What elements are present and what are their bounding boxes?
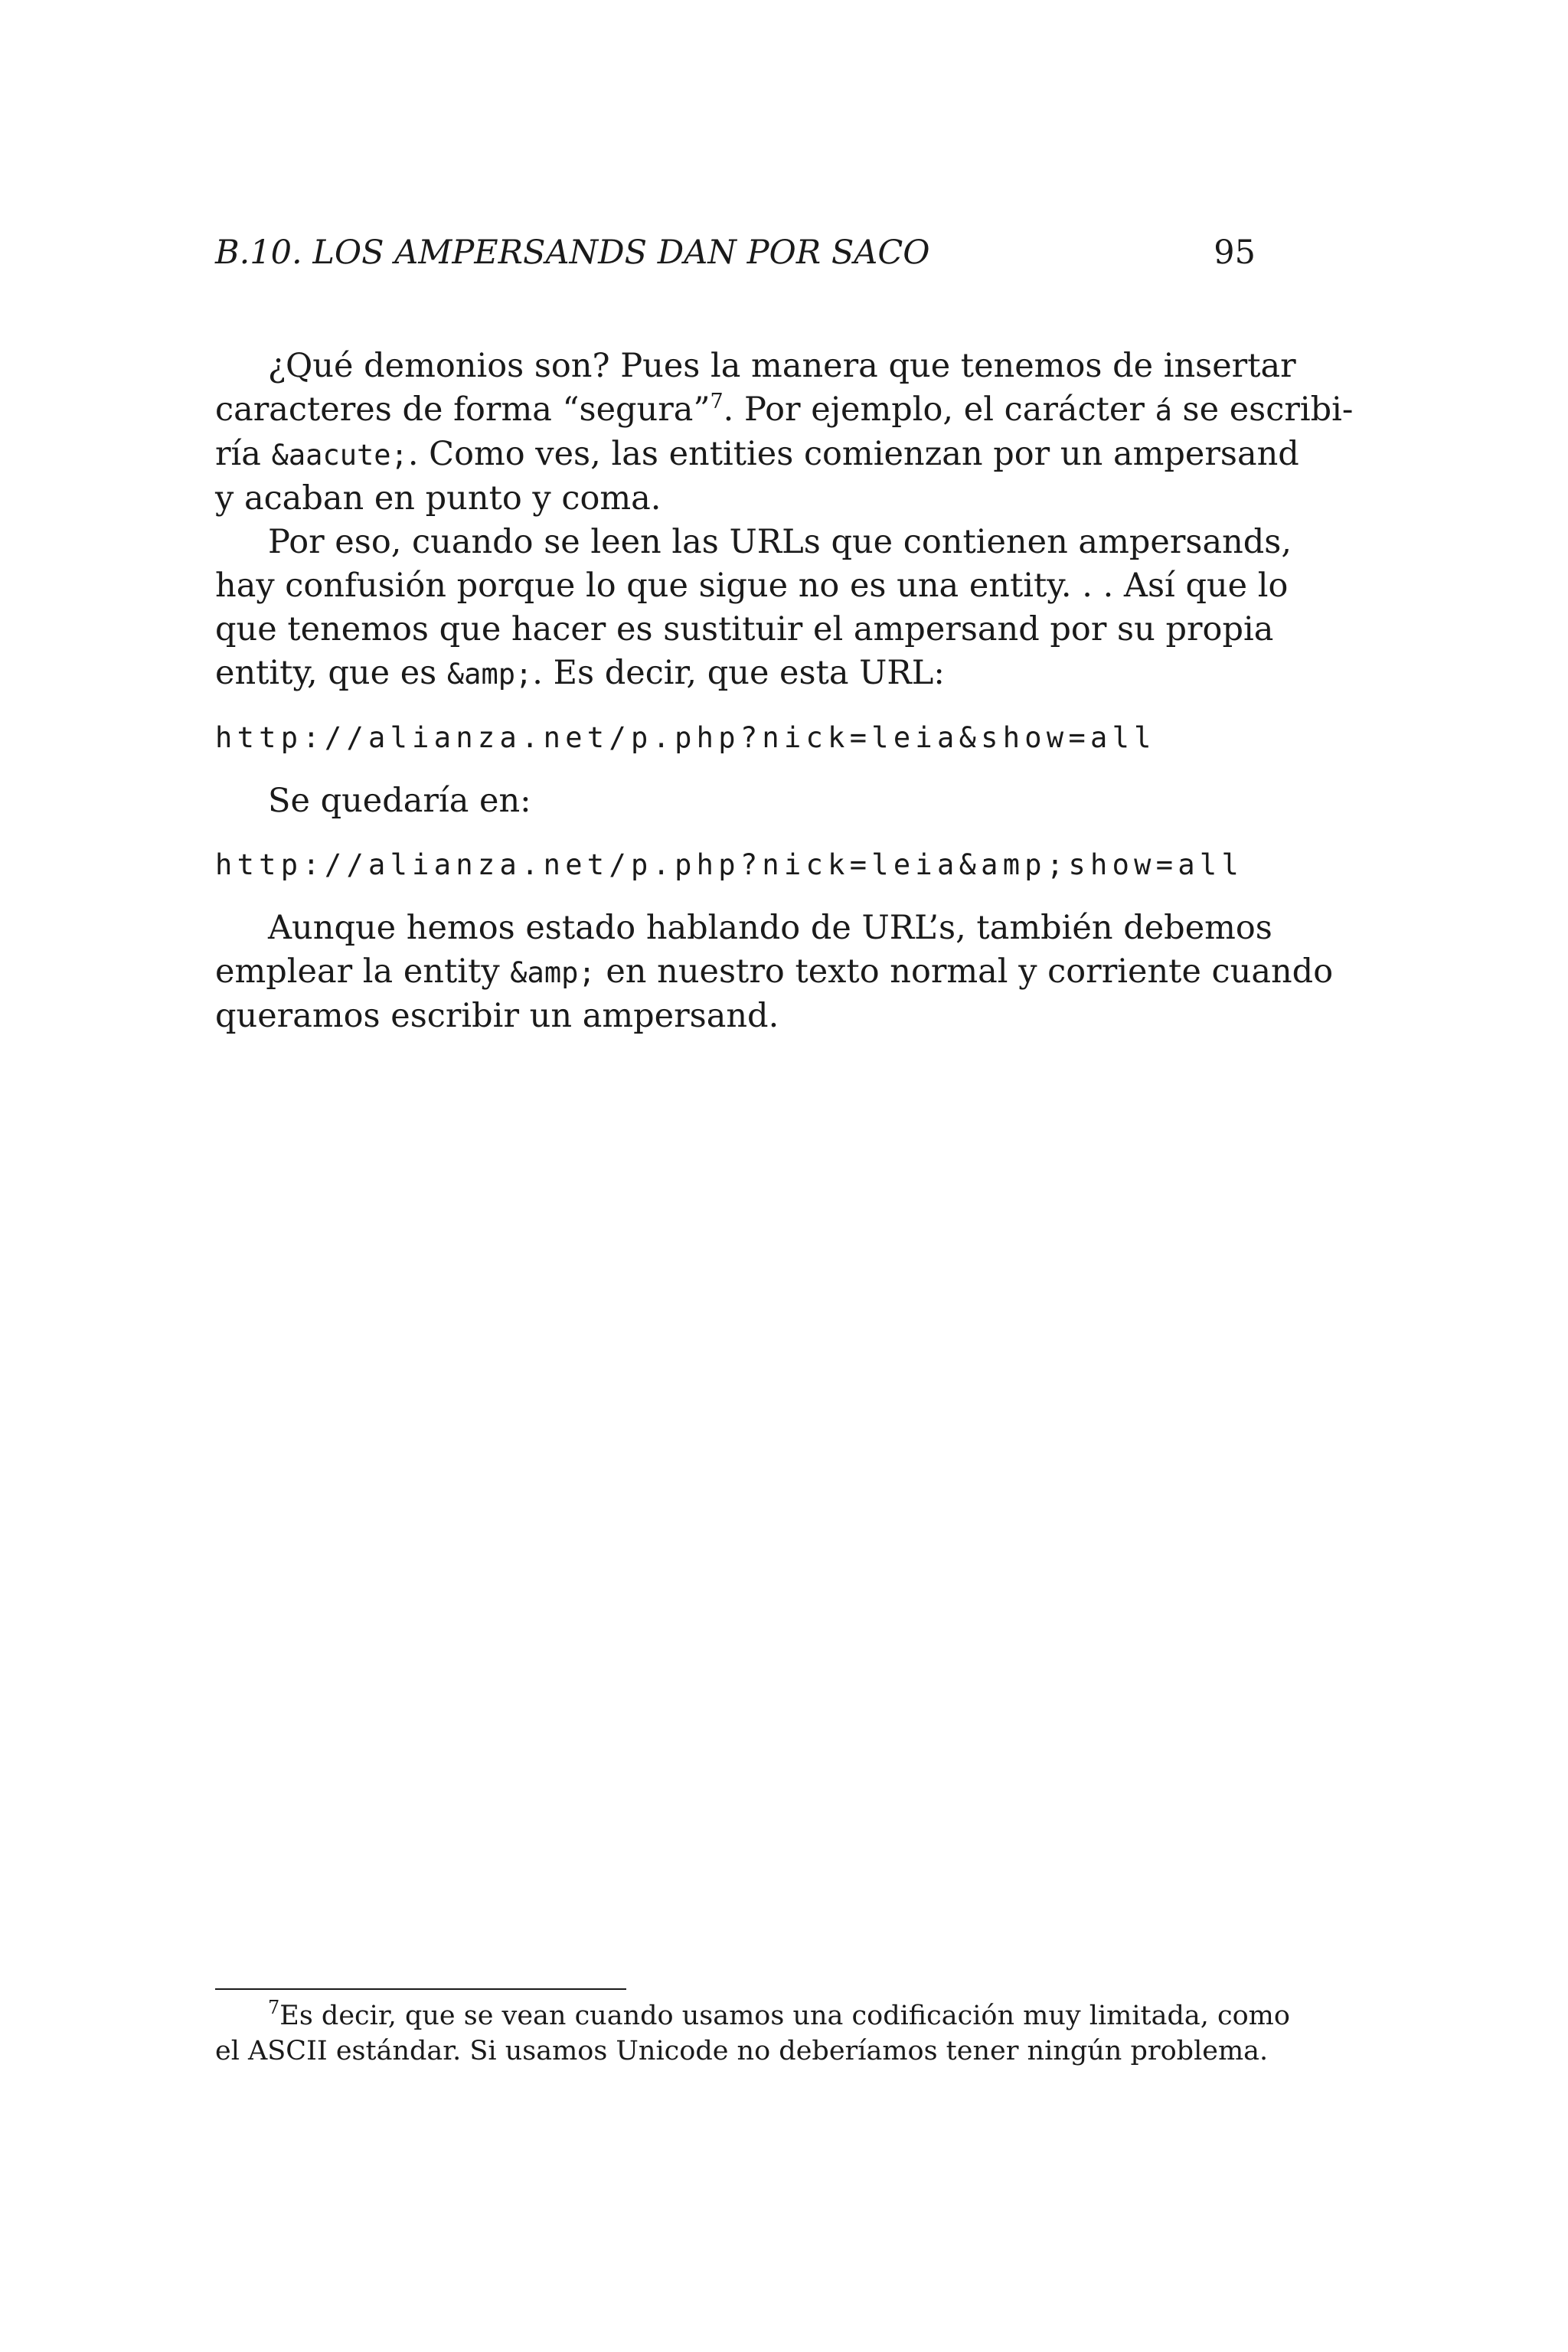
page-number: 95 bbox=[1214, 234, 1256, 272]
footnote bbox=[215, 1997, 1290, 2069]
spacer bbox=[215, 696, 1256, 716]
inline-code: á bbox=[1155, 394, 1172, 427]
running-head bbox=[215, 230, 1256, 276]
spacer bbox=[215, 823, 1256, 843]
paragraph-normal-text bbox=[215, 906, 1334, 1038]
inline-code: &amp; bbox=[446, 658, 533, 691]
footnote-mark: 7 bbox=[268, 1997, 280, 2018]
paragraph-url-confusion bbox=[215, 521, 1292, 696]
inline-code: &amp; bbox=[510, 956, 596, 989]
text-line: y acaban en punto y coma. bbox=[215, 479, 662, 518]
chapter-section-title: B.10. LOS AMPERSANDS DAN POR SACO bbox=[215, 234, 930, 272]
footnote-line: $^7$Es decir, que se vean cuando usamos una codificación muy limitada, como bbox=[268, 1997, 1290, 2031]
footnote-rule bbox=[215, 1988, 626, 1990]
text-line: queramos escribir un ampersand. bbox=[215, 997, 779, 1035]
text-line: caracteres de forma “segura”$^7$. Por ejemplo, el carácter á se escribi- bbox=[215, 390, 1354, 429]
text-line: ¿Qué demonios son? Pues la manera que tenemos de insertar bbox=[268, 347, 1296, 385]
text-line: entity, que es &amp;. Es decir, que esta URL: bbox=[215, 654, 945, 692]
footnote-line: el ASCII estándar. Si usamos Unicode no deberíamos tener ningún problema. bbox=[215, 2036, 1269, 2066]
text-line: hay confusión porque lo que sigue no es una entity. . . Así que lo bbox=[215, 567, 1289, 605]
text-line: Se quedaría en: bbox=[268, 782, 531, 820]
text-line: que tenemos que hacer es sustituir el ampersand por su propia bbox=[215, 610, 1274, 648]
code-url-original: http://alianza.net/p.php?nick=leia&show=all bbox=[215, 721, 1156, 754]
spacer bbox=[215, 887, 1256, 906]
main-text bbox=[215, 345, 1354, 1038]
paragraph-entities-intro bbox=[215, 345, 1354, 521]
spacer bbox=[215, 760, 1256, 779]
paragraph-becomes bbox=[215, 779, 1256, 823]
book-page bbox=[215, 0, 1354, 2352]
inline-code: &aacute; bbox=[271, 439, 408, 472]
text-line: Aunque hemos estado hablando de URL’s, también debemos bbox=[268, 909, 1272, 947]
code-url-escaped: http://alianza.net/p.php?nick=leia&amp;show=all bbox=[215, 848, 1244, 881]
text-line: ría &aacute;. Como ves, las entities comienzan por un ampersand bbox=[215, 435, 1299, 473]
text-line: Por eso, cuando se leen las URLs que contienen ampersands, bbox=[268, 523, 1292, 561]
footnote-reference: 7 bbox=[710, 390, 724, 413]
text-line: emplear la entity &amp; en nuestro texto normal y corriente cuando bbox=[215, 952, 1334, 991]
